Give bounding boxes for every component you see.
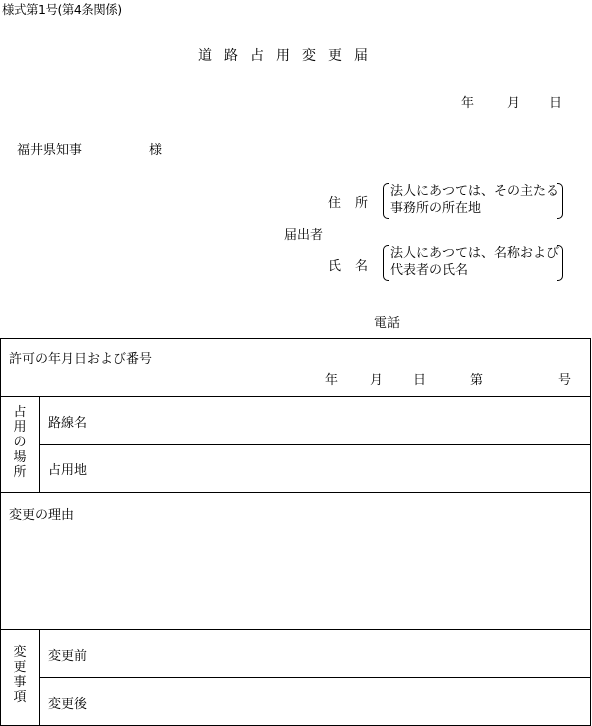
bracket-right [557,183,563,219]
bracket-right [557,245,563,281]
honorific: 様 [149,143,163,158]
date-day-label: 日 [549,96,563,111]
occupied-place-label: 占用地 [48,463,88,478]
location-label: 占用の場所 [13,405,27,480]
row-divider [1,629,590,630]
col-divider [39,629,40,725]
bracket-left [383,245,389,281]
date-year-label: 年 [461,96,475,111]
reason-label: 変更の理由 [9,508,75,523]
row-divider [1,396,590,397]
row-divider [39,444,590,445]
address-note-text: 法人にあつては、その主たる事務所の所在地 [390,184,560,216]
name-label: 氏名 [328,259,383,274]
permit-day-unit: 日 [413,373,427,388]
route-name-label: 路線名 [48,416,88,431]
permit-year-unit: 年 [325,373,339,388]
bracket-left [383,183,389,219]
permit-month-unit: 月 [370,373,384,388]
permit-go-unit: 号 [558,373,572,388]
before-change-label: 変更前 [48,649,88,664]
name-note-text: 法人にあつては、名称および代表者の氏名 [390,246,560,278]
address-label: 住所 [328,196,383,211]
address-note [383,183,563,219]
row-divider [1,492,590,493]
after-change-label: 変更後 [48,697,88,712]
change-items-label: 変更事項 [13,645,27,705]
phone-label: 電話 [374,316,401,331]
name-note [383,245,563,281]
addressee: 福井県知事 [17,143,83,158]
date-month-label: 月 [507,96,521,111]
permit-label: 許可の年月日および番号 [9,352,153,367]
form-number: 様式第1号(第4条関係) [2,2,122,17]
permit-dai-unit: 第 [470,373,484,388]
document-title: 道路占用変更届 [198,48,380,64]
col-divider [39,396,40,492]
notifier-label: 届出者 [284,228,324,243]
form-table [0,338,591,726]
row-divider [39,677,590,678]
